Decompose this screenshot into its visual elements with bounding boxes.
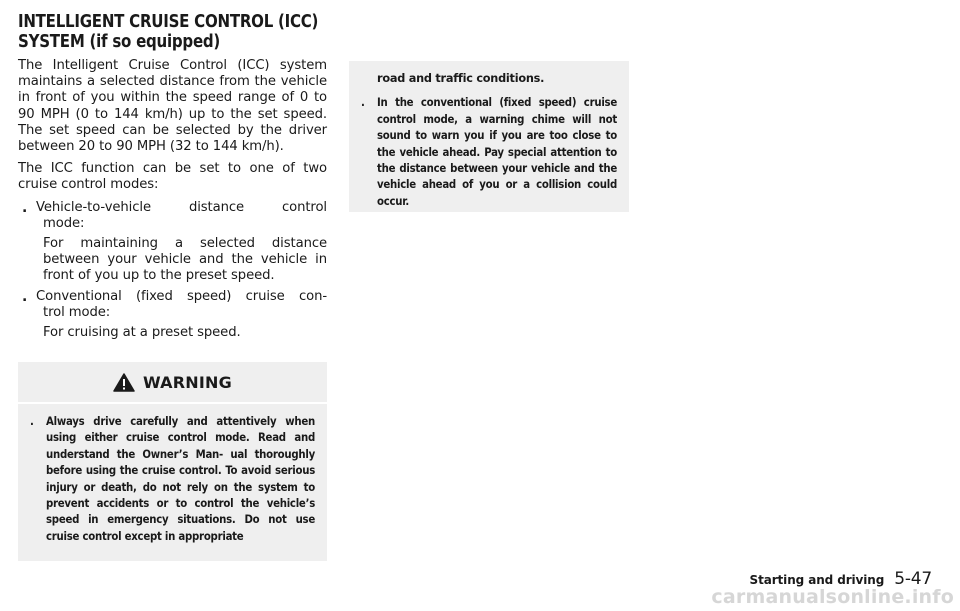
page-number: 5-47 <box>894 569 932 589</box>
warning-item <box>361 95 617 210</box>
section-title-line1: INTELLIGENT CRUISE CONTROL (ICC) <box>18 12 319 32</box>
intro-paragraph-2: The ICC function can be set to one of two cruise control modes: <box>18 161 327 193</box>
footer-section-name: Starting and driving <box>749 573 885 587</box>
mode-item-distance-control <box>18 200 327 285</box>
bullet-icon: . <box>30 415 34 428</box>
watermark: carmanualsonline.info <box>711 586 954 608</box>
bullet-icon: . <box>22 199 28 216</box>
warning-title: WARNING <box>143 372 232 392</box>
warning-header <box>18 362 327 404</box>
warning-list-continued <box>349 61 629 210</box>
mode-item-conventional <box>18 289 327 342</box>
bullet-icon: . <box>22 288 28 305</box>
warning-item-text: In the conventional (fixed speed) cruise control mode, a warning chime will not sound to warn you if you are too close to the vehicle ahead. Pay special attention to the distance between your vehicle and the vehicle ahead of you or a collision could occur. <box>377 96 617 208</box>
mode-item-title-cont: trol mode: <box>43 304 111 320</box>
mode-item-detail: For maintaining a selected distance between your vehicle and the vehicle in front of you up to the preset speed. <box>43 236 327 284</box>
warning-item-text: Always drive carefully and attentively when using either cruise control mode. Read and understand the Owner’s Man- ual thoroughly before using the cruise control. To avoid serious injury or death, do not rely on the system to prevent accidents or to control the vehicle’s speed in emergency situations. Do not use cruise control except in appropriate <box>46 415 315 543</box>
warning-box <box>18 362 327 561</box>
left-column <box>18 58 327 345</box>
mode-item-title: Conventional (fixed speed) cruise con- <box>36 288 327 304</box>
mode-item-title: Vehicle-to-vehicle distance control <box>36 199 327 215</box>
bullet-icon: . <box>361 96 365 110</box>
section-title <box>18 12 318 52</box>
mode-item-title-cont: mode: <box>43 215 85 231</box>
mode-item-detail: For cruising at a preset speed. <box>43 325 241 341</box>
section-title-line2: SYSTEM (if so equipped) <box>18 32 221 52</box>
warning-list <box>18 404 327 545</box>
warning-continuation-text: road and traffic conditions. <box>377 72 545 85</box>
intro-paragraph-1: The Intelligent Cruise Control (ICC) system maintains a selected distance from the vehicle in front of you within the speed range of 0 to 90 MPH (0 to 144 km/h) up to the set speed. The set speed can be selected by the driver between 20 to 90 MPH (32 to 144 km/h). <box>18 58 327 155</box>
warning-box-continued <box>349 61 629 212</box>
warning-triangle-icon <box>113 373 135 392</box>
warning-item <box>30 414 315 545</box>
